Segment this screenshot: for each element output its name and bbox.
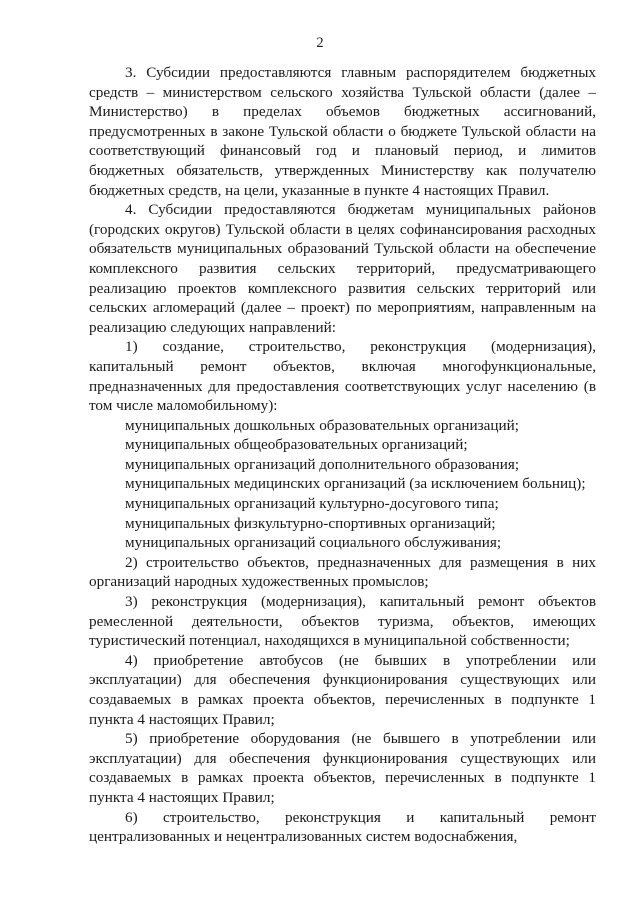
subitem-3: 3) реконструкция (модернизация), капитальный ремонт объектов ремесленной деятельности, объектов туризма, объектов, имеющих туристический потенциал, находящихся в муниципальной собственности; <box>89 593 596 650</box>
subitem-2: 2) строительство объектов, предназначенных для размещения в них организаций народных художественных промыслов; <box>89 553 596 591</box>
paragraph-3: 3. Субсидии предоставляются главным распорядителем бюджетных средств – министерством сельского хозяйства Тульской области (далее – Министерство) в пределах объемов бюджетных ассигнований, предусмотренных в законе Тульской области о бюджете Тульской области на соответствующий финансовый год и плановый период, и лимитов бюджетных обязательств, утвержденных Министерству как получателю бюджетных средств, на цели, указанные в пункте 4 настоящих Правил. <box>89 64 596 199</box>
list-item: муниципальных организаций дополнительного образования; <box>125 455 520 473</box>
subitem-6: 6) строительство, реконструкция и капитальный ремонт централизованных и нецентрализованных систем водоснабжения, <box>89 808 596 846</box>
list-item: муниципальных физкультурно-спортивных организаций; <box>125 514 496 532</box>
page-number: 2 <box>316 35 324 51</box>
list-item: муниципальных медицинских организаций (за исключением больниц); <box>125 475 586 493</box>
document-body <box>89 63 596 847</box>
list-item: муниципальных дошкольных образовательных организаций; <box>125 416 520 434</box>
subitem-5: 5) приобретение оборудования (не бывшего в употреблении или эксплуатации) для обеспечения функционирования существующих или создаваемых в рамках проекта объектов, перечисленных в подпункте 1 пункта 4 настоящих Правил; <box>89 730 596 806</box>
list-item: муниципальных организаций социального обслуживания; <box>125 534 502 552</box>
list-item: муниципальных организаций культурно-досугового типа; <box>125 495 499 513</box>
subitem-1: 1) создание, строительство, реконструкция (модернизация), капитальный ремонт объектов, включая многофункциональные, предназначенных для предоставления соответствующих услуг населению (в том числе маломобильному): <box>89 338 596 415</box>
subitem-4: 4) приобретение автобусов (не бывших в употреблении или эксплуатации) для обеспечения функционирования существующих или создаваемых в рамках проекта объектов, перечисленных в подпункте 1 пункта 4 настоящих Правил; <box>89 651 596 728</box>
list-item: муниципальных общеобразовательных организаций; <box>125 436 468 454</box>
paragraph-4: 4. Субсидии предоставляются бюджетам муниципальных районов (городских округов) Тульской области в целях софинансирования расходных обязательств муниципальных образований Тульской области на обеспечение комплексного развития сельских территорий, предусматривающего реализацию проектов комплексного развития сельских территорий или сельских агломераций (далее – проект) по мероприятиям, направленным на реализацию следующих направлений: <box>89 201 596 336</box>
